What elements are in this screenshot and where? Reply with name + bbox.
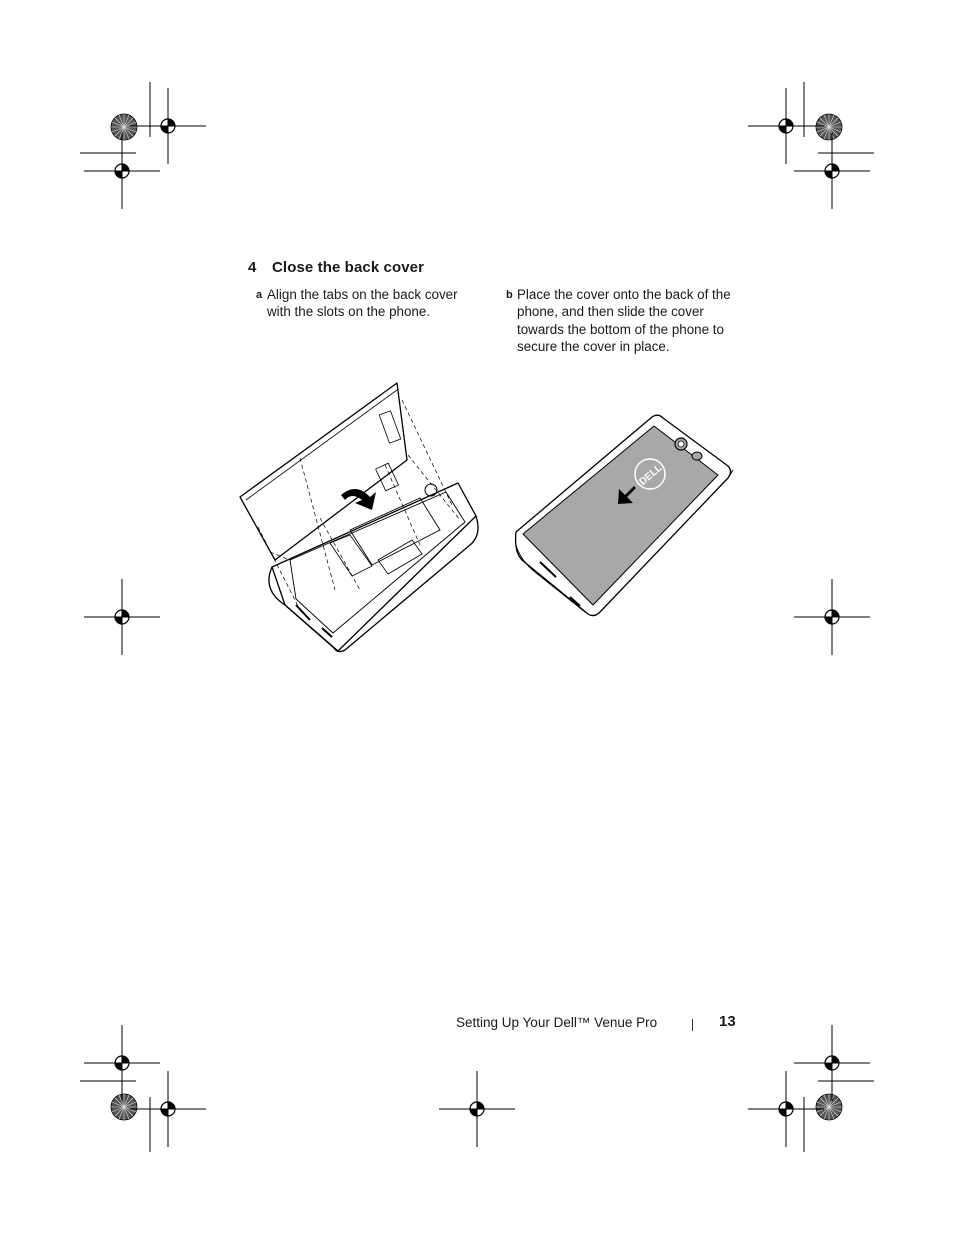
- footer-title: Setting Up Your Dell™ Venue Pro: [456, 1015, 658, 1030]
- step-letter: b: [506, 289, 513, 301]
- footer-separator: [692, 1019, 693, 1031]
- section-number: 4: [248, 259, 257, 276]
- page-number: 13: [719, 1013, 736, 1030]
- section-title: Close the back cover: [272, 259, 425, 276]
- step-text: Place the cover onto the back of the phone, and then slide the cover towards the bottom of the phone to secure the cover in place.: [517, 287, 731, 354]
- dell-logo: [635, 459, 665, 489]
- step-letter: a: [256, 289, 263, 301]
- step-text: Align the tabs on the back cover with the slots on the phone.: [267, 287, 458, 320]
- svg-text:DELL: DELL: [637, 462, 665, 488]
